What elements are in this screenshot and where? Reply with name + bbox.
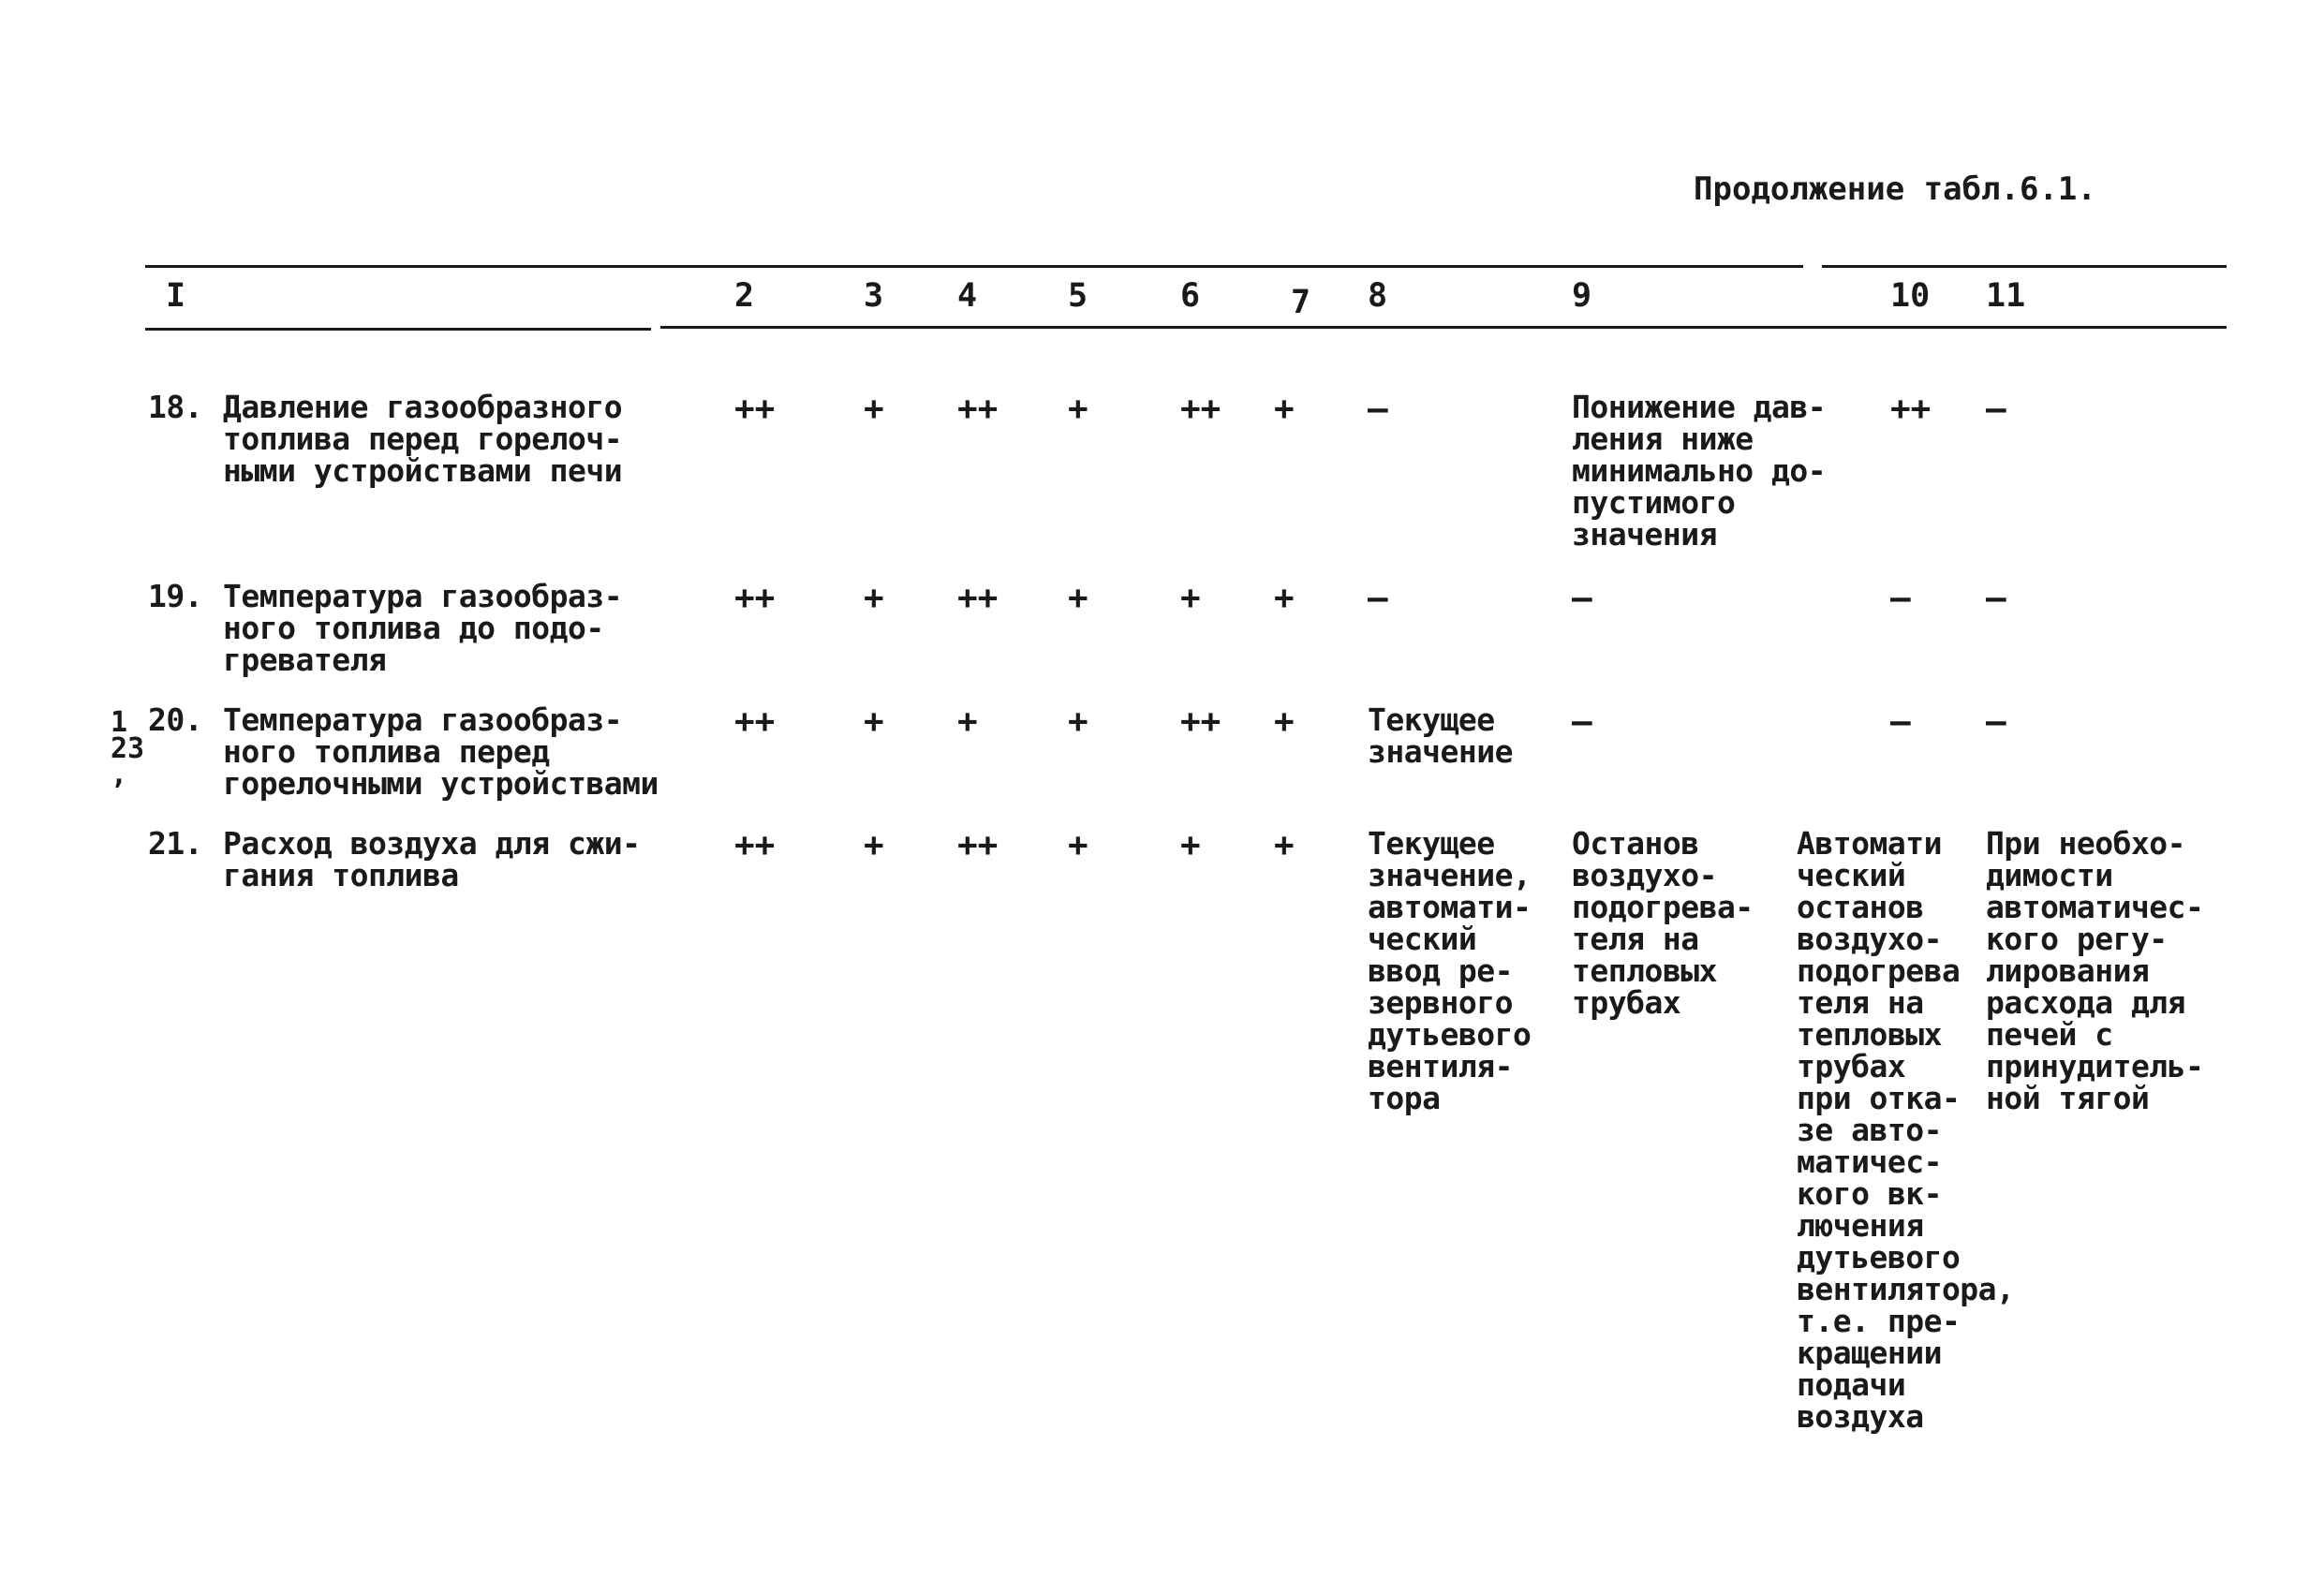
row-parameter: Температура газообраз- ного топлива до подо- гревателя xyxy=(223,578,623,678)
header-col-2: 2 xyxy=(734,277,755,315)
row-number: 20. xyxy=(148,701,203,738)
cell-col-8: Текущее значение, автомати- ческий ввод ре- зервного дутьевого вентиля- тора xyxy=(1368,825,1532,1116)
cell-col-5: + xyxy=(1068,826,1088,864)
cell-col-9: – xyxy=(1572,702,1592,741)
header-col-4: 4 xyxy=(957,277,978,315)
cell-col-3: + xyxy=(864,826,884,864)
cell-col-7: + xyxy=(1274,826,1295,864)
cell-col-2: ++ xyxy=(734,702,776,741)
cell-col-8: Текущее значение xyxy=(1368,701,1513,770)
cell-col-2: ++ xyxy=(734,826,776,864)
header-col-3: 3 xyxy=(864,277,884,315)
cell-col-2: ++ xyxy=(734,579,776,617)
cell-col-3: + xyxy=(864,390,884,428)
cell-col-10: Автомати ческий останов воздухо- подогрева теля на тепловых трубах при отка- зе авто- матичес- кого вк- лючения дутьевого вентилятора, т.е. пре- кращении подачи воздуха xyxy=(1797,825,2015,1435)
cell-col-4: ++ xyxy=(957,390,999,428)
cell-col-8: – xyxy=(1368,390,1388,428)
row-parameter: Расход воздуха для сжи- гания топлива xyxy=(223,825,641,893)
header-bottom-rule-right xyxy=(660,326,2227,329)
cell-col-10: ++ xyxy=(1890,390,1932,428)
cell-col-4: ++ xyxy=(957,826,999,864)
cell-col-6: + xyxy=(1180,826,1201,864)
cell-col-8: – xyxy=(1368,579,1388,617)
cell-col-3: + xyxy=(864,702,884,741)
row-number: 21. xyxy=(148,825,203,862)
cell-col-11: – xyxy=(1986,702,2006,741)
cell-col-7: + xyxy=(1274,579,1295,617)
cell-col-9: – xyxy=(1572,579,1592,617)
cell-col-11: – xyxy=(1986,579,2006,617)
header-col-1: I xyxy=(166,277,186,315)
cell-col-10: – xyxy=(1890,579,1911,617)
header-col-9: 9 xyxy=(1572,277,1592,315)
header-col-6: 6 xyxy=(1180,277,1201,315)
cell-col-6: ++ xyxy=(1180,702,1221,741)
header-col-11: 11 xyxy=(1986,277,2026,315)
cell-col-4: ++ xyxy=(957,579,999,617)
cell-col-5: + xyxy=(1068,702,1088,741)
cell-col-11: – xyxy=(1986,390,2006,428)
cell-col-9: Останов воздухо- подогрева- теля на тепловых трубах xyxy=(1572,825,1754,1021)
header-top-rule-right xyxy=(1822,265,2227,268)
cell-col-10: – xyxy=(1890,702,1911,741)
header-col-10: 10 xyxy=(1890,277,1931,315)
row-number: 18. xyxy=(148,389,203,425)
row-parameter: Температура газообраз- ного топлива перед горелочными устройствами xyxy=(223,701,659,802)
cell-col-6: + xyxy=(1180,579,1201,617)
row-parameter: Давление газообразного топлива перед горелоч- ными устройствами печи xyxy=(223,389,623,489)
header-col-8: 8 xyxy=(1368,277,1388,315)
margin-note: 1 23 , xyxy=(111,706,145,791)
header-col-7: 7 xyxy=(1291,284,1311,321)
cell-col-7: + xyxy=(1274,390,1295,428)
cell-col-11: При необхо- димости автоматичес- кого регу- лирования расхода для печей с принудитель- ной тягой xyxy=(1986,825,2204,1116)
cell-col-7: + xyxy=(1274,702,1295,741)
header-top-rule xyxy=(145,265,1803,268)
cell-col-5: + xyxy=(1068,390,1088,428)
row-number: 19. xyxy=(148,578,203,614)
header-col-5: 5 xyxy=(1068,277,1088,315)
table-caption: Продолжение табл.6.1. xyxy=(1694,170,2096,208)
cell-col-3: + xyxy=(864,579,884,617)
cell-col-9: Понижение дав- ления ниже минимально до- пустимого значения xyxy=(1572,389,1827,553)
cell-col-5: + xyxy=(1068,579,1088,617)
header-bottom-rule xyxy=(145,328,651,331)
cell-col-4: + xyxy=(957,702,978,741)
cell-col-2: ++ xyxy=(734,390,776,428)
cell-col-6: ++ xyxy=(1180,390,1221,428)
